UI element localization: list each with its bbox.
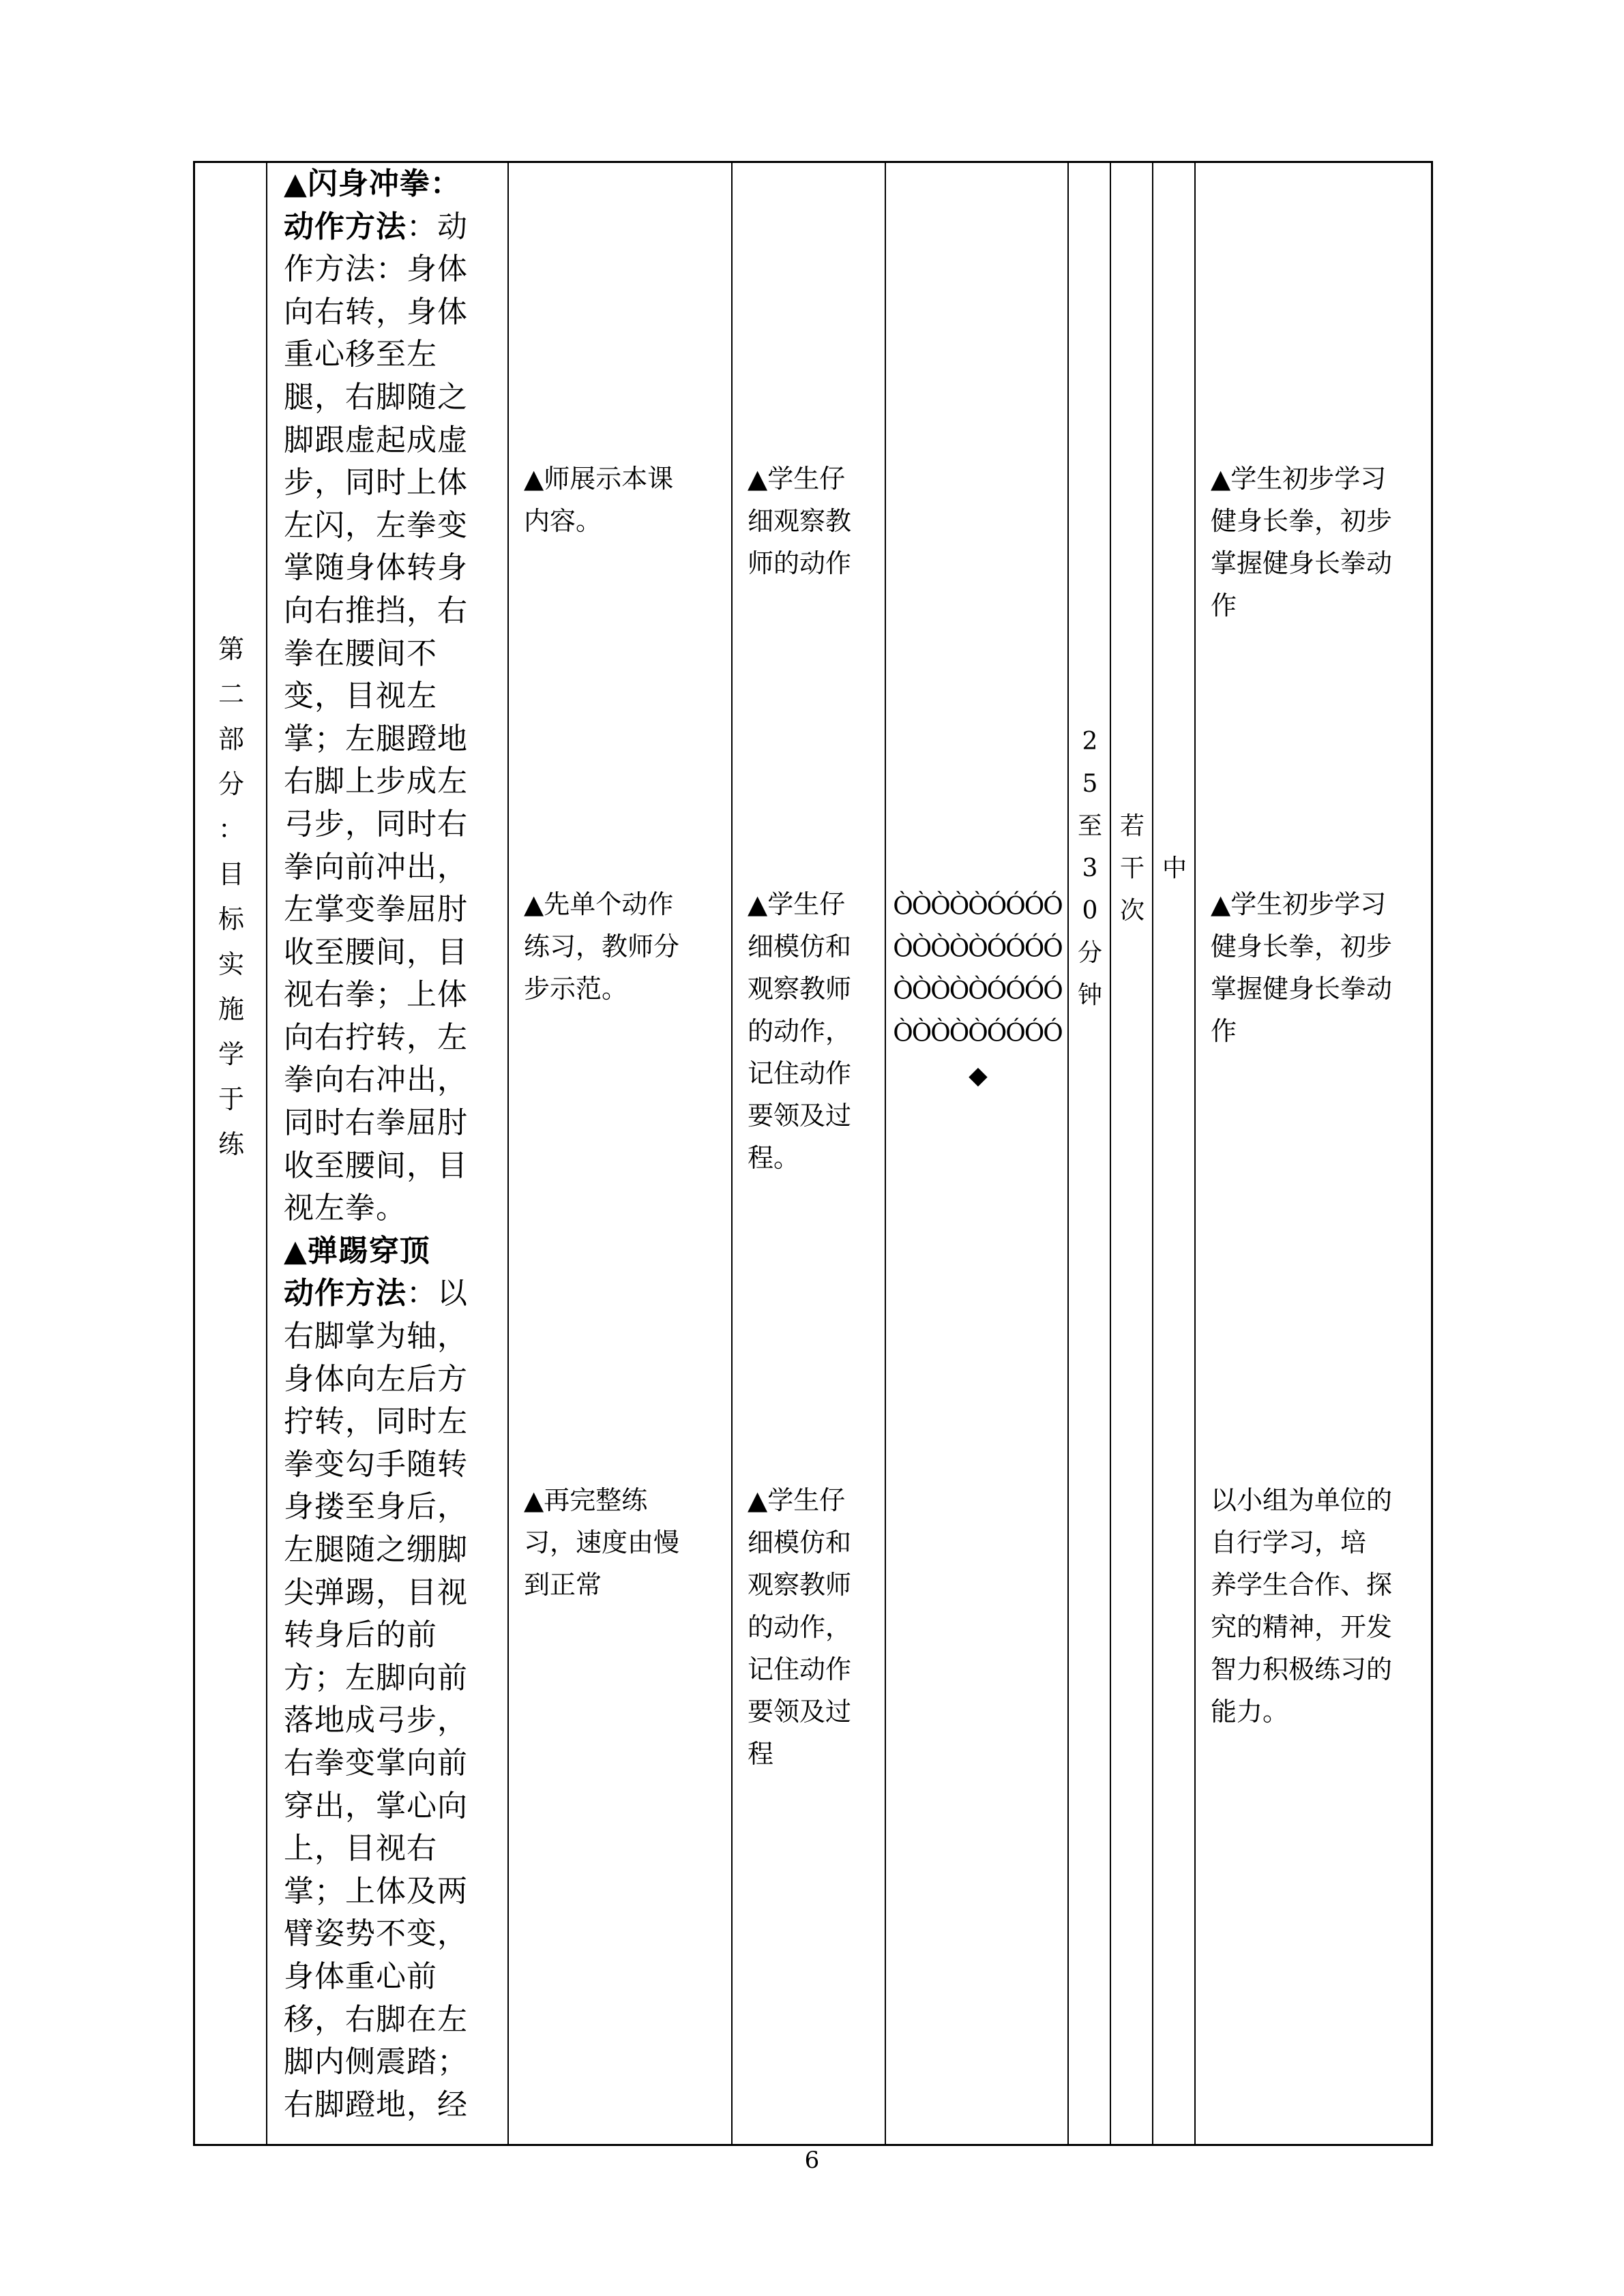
time-char: 至 (1077, 812, 1102, 840)
content-column (267, 163, 509, 2126)
text-line: 要领及过 (748, 1697, 852, 1727)
repetitions-cell (1111, 805, 1153, 932)
content-line: 左掌变拳屈肘 (284, 892, 468, 927)
content-line: 收至腰间，目 (284, 1148, 468, 1183)
text-line: 智力积极练习的 (1211, 1654, 1393, 1684)
text-line: 练习，教师分 (524, 931, 680, 961)
time-char: 钟 (1077, 981, 1102, 1009)
content-line: 臂姿势不变， (284, 1916, 468, 1952)
section-label (195, 627, 267, 1167)
formation-row: ÒÒÒÒÒÓÓÓÓ (893, 977, 1062, 1005)
column-divider (1110, 163, 1111, 2144)
content-heading: ▲闪身冲拳： (284, 166, 461, 201)
content-line: 掌随身体转身 (284, 550, 468, 586)
formation-diagram (886, 886, 1069, 1097)
text-line: 师的动作 (748, 548, 852, 578)
text-line: 究的精神，开发 (1211, 1612, 1393, 1642)
content-line: 脚跟虚起成虚 (284, 422, 468, 458)
content-line: 同时右拳屈肘 (284, 1105, 468, 1141)
content-line: 右脚蹬地，经 (284, 2087, 468, 2122)
time-cell (1069, 721, 1111, 1017)
formation-row: ÒÒÒÒÒÓÓÓÓ (893, 935, 1062, 963)
content-heading: ▲弹踢穿顶 (284, 1233, 430, 1268)
section-char: 学 (218, 1039, 244, 1069)
content-line: 作方法：身体 (284, 252, 468, 287)
text-line: 程 (748, 1739, 774, 1769)
text-line: ▲再完整练 (524, 1485, 648, 1515)
content-line: 左闪，左拳变 (284, 507, 468, 543)
content-lines (284, 248, 509, 1230)
student-activity-2 (733, 883, 886, 1179)
method-label: 动作方法 (284, 1276, 407, 1311)
time-char: 5 (1082, 770, 1098, 798)
content-line: ：动 (407, 209, 468, 244)
text-line: ▲学生仔 (748, 1485, 846, 1515)
text-line: 作 (1211, 591, 1237, 621)
text-line: 习，速度由慢 (524, 1527, 680, 1557)
content-line: 右脚掌为轴， (284, 1319, 468, 1354)
time-char: 3 (1082, 854, 1098, 882)
content-line: 向右拧转，左 (284, 1019, 468, 1055)
page-number: 6 (804, 2147, 820, 2174)
text-line: 程。 (748, 1143, 800, 1173)
section-char: 于 (218, 1084, 244, 1114)
text-line: 能力。 (1211, 1697, 1289, 1727)
content-line: 变，目视左 (284, 679, 437, 714)
intensity-char: 中 (1162, 854, 1187, 882)
content-line: 向右转，身体 (284, 294, 468, 329)
text-line: 记住动作 (748, 1058, 852, 1088)
student-activity-3 (733, 1479, 886, 1775)
content-line: 拳在腰间不 (284, 636, 437, 671)
content-line: 弓步，同时右 (284, 806, 468, 841)
content-line: 重心移至左 (284, 337, 437, 372)
text-line: 要领及过 (748, 1101, 852, 1131)
section-char: ： (218, 814, 244, 844)
text-line: 健身长拳，初步 (1211, 506, 1393, 536)
section-char: 第 (218, 634, 244, 664)
time-char: 2 (1082, 728, 1098, 756)
text-line: 记住动作 (748, 1654, 852, 1684)
goal-1 (1196, 458, 1431, 627)
content-line: 拳向前冲出， (284, 849, 468, 884)
text-line: ▲先单个动作 (524, 889, 674, 919)
text-line: 自行学习，培 (1211, 1527, 1367, 1557)
column-divider (1067, 163, 1069, 2144)
content-line: 身搂至身后， (284, 1489, 468, 1525)
content-line: 收至腰间，目 (284, 934, 468, 970)
content-line: 向右推挡，右 (284, 593, 468, 628)
text-line: 以小组为单位的 (1211, 1485, 1393, 1515)
text-line: 细模仿和 (748, 1527, 852, 1557)
section-char: 实 (218, 949, 244, 979)
content-line: ：以 (407, 1276, 468, 1311)
text-line: 掌握健身长拳动 (1211, 974, 1393, 1004)
text-line: 观察教师 (748, 974, 852, 1004)
content-line: 左腿随之绷脚 (284, 1532, 468, 1567)
content-line: 方；左脚向前 (284, 1660, 468, 1695)
column-divider (1152, 163, 1153, 2144)
text-line: 到正常 (524, 1570, 602, 1600)
content-line: 穿出，掌心向 (284, 1788, 468, 1823)
section-char: 目 (218, 859, 244, 889)
content-line: 掌；上体及两 (284, 1873, 468, 1909)
content-line: 步，同时上体 (284, 465, 468, 501)
text-line: ▲学生初步学习 (1211, 889, 1387, 919)
content-line: 尖弹踢，目视 (284, 1575, 468, 1610)
repetitions-char: 干 (1119, 854, 1145, 882)
time-char: 分 (1077, 939, 1102, 967)
content-line: 拳变勾手随转 (284, 1446, 468, 1482)
section-char: 分 (218, 769, 244, 799)
method-label: 动作方法 (284, 209, 407, 244)
text-line: 细观察教 (748, 506, 852, 536)
content-lines (284, 1315, 509, 2126)
content-line: 落地成弓步， (284, 1703, 468, 1738)
goal-2 (1196, 883, 1431, 1052)
teacher-activity-3 (509, 1479, 733, 1606)
section-char: 练 (218, 1129, 244, 1159)
content-line: 视右拳；上体 (284, 977, 468, 1013)
content-line: 脚内侧震踏； (284, 2044, 468, 2080)
content-line: 身体重心前 (284, 1958, 437, 1994)
content-line: 腿，右脚随之 (284, 379, 468, 415)
section-char: 部 (218, 724, 244, 754)
teacher-activity-2 (509, 883, 733, 1010)
student-activity-1 (733, 458, 886, 584)
text-line: 作 (1211, 1016, 1237, 1046)
text-line: 的动作， (748, 1016, 852, 1046)
goal-3 (1196, 1479, 1431, 1733)
text-line: ▲学生仔 (748, 889, 846, 919)
intensity-cell (1153, 848, 1196, 890)
text-line: 养学生合作、探 (1211, 1570, 1393, 1600)
content-line: 身体向左后方 (284, 1361, 468, 1397)
content-line: 移，右脚在左 (284, 2001, 468, 2037)
text-line: ▲师展示本课 (524, 464, 674, 494)
time-char: 0 (1082, 897, 1098, 925)
content-line: 拳向右冲出， (284, 1062, 468, 1098)
section-char: 标 (218, 904, 244, 934)
content-line: 视左拳。 (284, 1191, 407, 1226)
content-line: 拧转，同时左 (284, 1404, 468, 1440)
text-line: 内容。 (524, 506, 602, 536)
formation-row: ÒÒÒÒÒÓÓÓÓ (893, 893, 1062, 921)
section-char: 二 (218, 679, 244, 709)
text-line: 掌握健身长拳动 (1211, 548, 1393, 578)
content-line: 上，目视右 (284, 1831, 437, 1866)
text-line: ▲学生初步学习 (1211, 464, 1387, 494)
repetitions-char: 若 (1119, 812, 1145, 840)
section-char: 施 (218, 994, 244, 1024)
content-line: 转身后的前 (284, 1617, 437, 1653)
teacher-activity-1 (509, 458, 733, 542)
text-line: ▲学生仔 (748, 464, 846, 494)
text-line: 的动作， (748, 1612, 852, 1642)
content-line: 右拳变掌向前 (284, 1745, 468, 1780)
content-line: 右脚上步成左 (284, 764, 468, 799)
text-line: 细模仿和 (748, 931, 852, 961)
text-line: 步示范。 (524, 974, 628, 1004)
content-line: 掌；左腿蹬地 (284, 721, 468, 756)
lesson-plan-table (193, 161, 1433, 2146)
teacher-marker: ◆ (969, 1062, 986, 1090)
text-line: 观察教师 (748, 1570, 852, 1600)
formation-row: ÒÒÒÒÒÓÓÓÓ (893, 1019, 1062, 1047)
text-line: 健身长拳，初步 (1211, 931, 1393, 961)
repetitions-char: 次 (1119, 897, 1145, 925)
